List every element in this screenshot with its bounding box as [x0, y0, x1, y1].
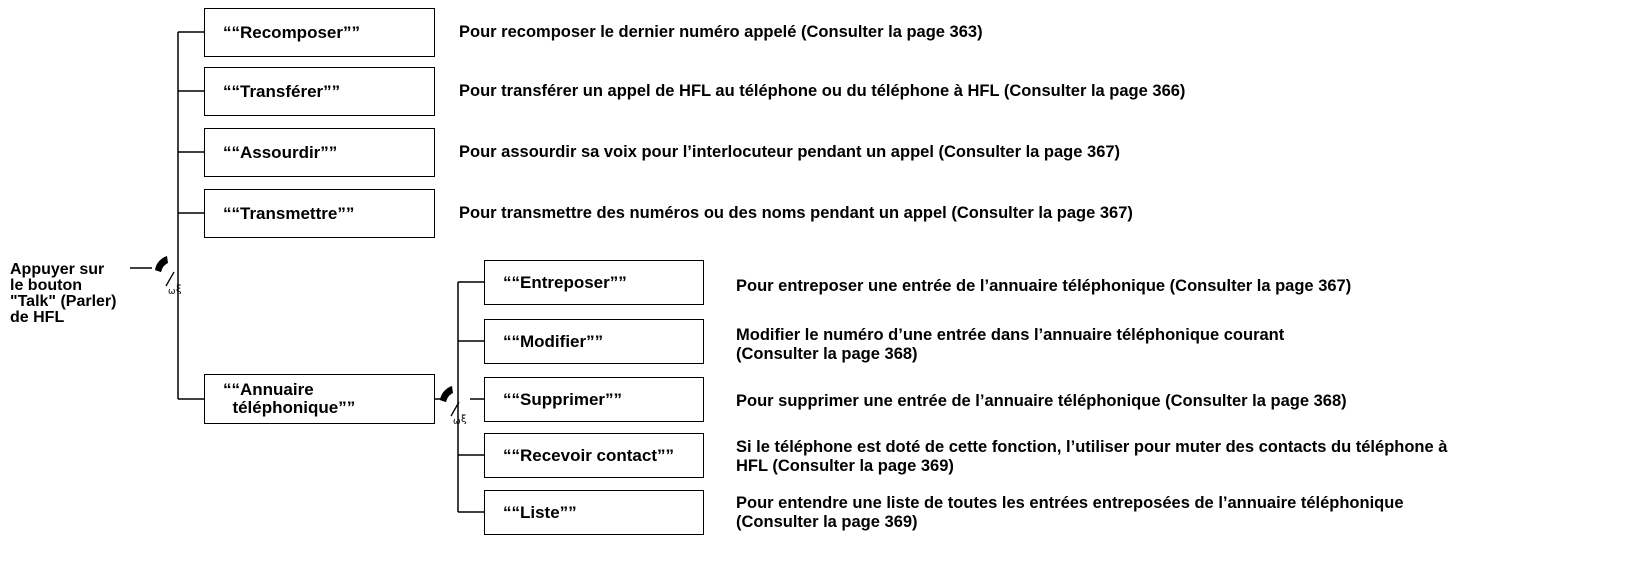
description-transmettre: Pour transmettre des numéros ou des noms pendant un appel (Consulter la page 367) — [459, 204, 1133, 222]
description-modifier: Modifier le numéro d’une entrée dans l’annuaire téléphonique courant (Consulter la page 368) — [736, 326, 1285, 363]
submenu-box-modifier: ““Modifier”” — [484, 319, 704, 364]
description-liste: Pour entendre une liste de toutes les entrées entreposées de l’annuaire téléphonique (Consulter la page 369) — [736, 494, 1404, 531]
svg-text:ξ: ξ — [461, 414, 467, 425]
submenu-box-liste: ““Liste”” — [484, 490, 704, 535]
menu-box-recomposer: ““Recomposer”” — [204, 8, 435, 57]
menu-box-assourdir: ““Assourdir”” — [204, 128, 435, 177]
submenu-box-supprimer: ““Supprimer”” — [484, 377, 704, 422]
svg-text:ω: ω — [453, 417, 461, 426]
menu-box-transmettre: ““Transmettre”” — [204, 189, 435, 238]
description-entreposer: Pour entreposer une entrée de l’annuaire téléphonique (Consulter la page 367) — [736, 277, 1352, 295]
phone-talk-icon — [437, 384, 471, 426]
description-transferer: Pour transférer un appel de HFL au téléphone ou du téléphone à HFL (Consulter la page 366) — [459, 82, 1186, 100]
description-assourdir: Pour assourdir sa voix pour l’interlocuteur pendant un appel (Consulter la page 367) — [459, 143, 1121, 161]
menu-box-transferer: ““Transférer”” — [204, 67, 435, 116]
svg-text:ξ: ξ — [176, 284, 182, 295]
menu-box-annuaire: ““Annuaire téléphonique”” — [204, 374, 435, 424]
submenu-box-recevoir-contact: ““Recevoir contact”” — [484, 433, 704, 478]
svg-text:ω: ω — [168, 287, 176, 296]
root-instruction-label: Appuyer sur le bouton "Talk" (Parler) de HFL — [10, 261, 117, 326]
description-recevoir-contact: Si le téléphone est doté de cette fonction, l’utiliser pour muter des contacts du téléphone à HFL (Consulter la page 369) — [736, 438, 1448, 475]
description-recomposer: Pour recomposer le dernier numéro appelé (Consulter la page 363) — [459, 23, 983, 41]
description-supprimer: Pour supprimer une entrée de l’annuaire téléphonique (Consulter la page 368) — [736, 392, 1347, 410]
submenu-box-entreposer: ““Entreposer”” — [484, 260, 704, 305]
